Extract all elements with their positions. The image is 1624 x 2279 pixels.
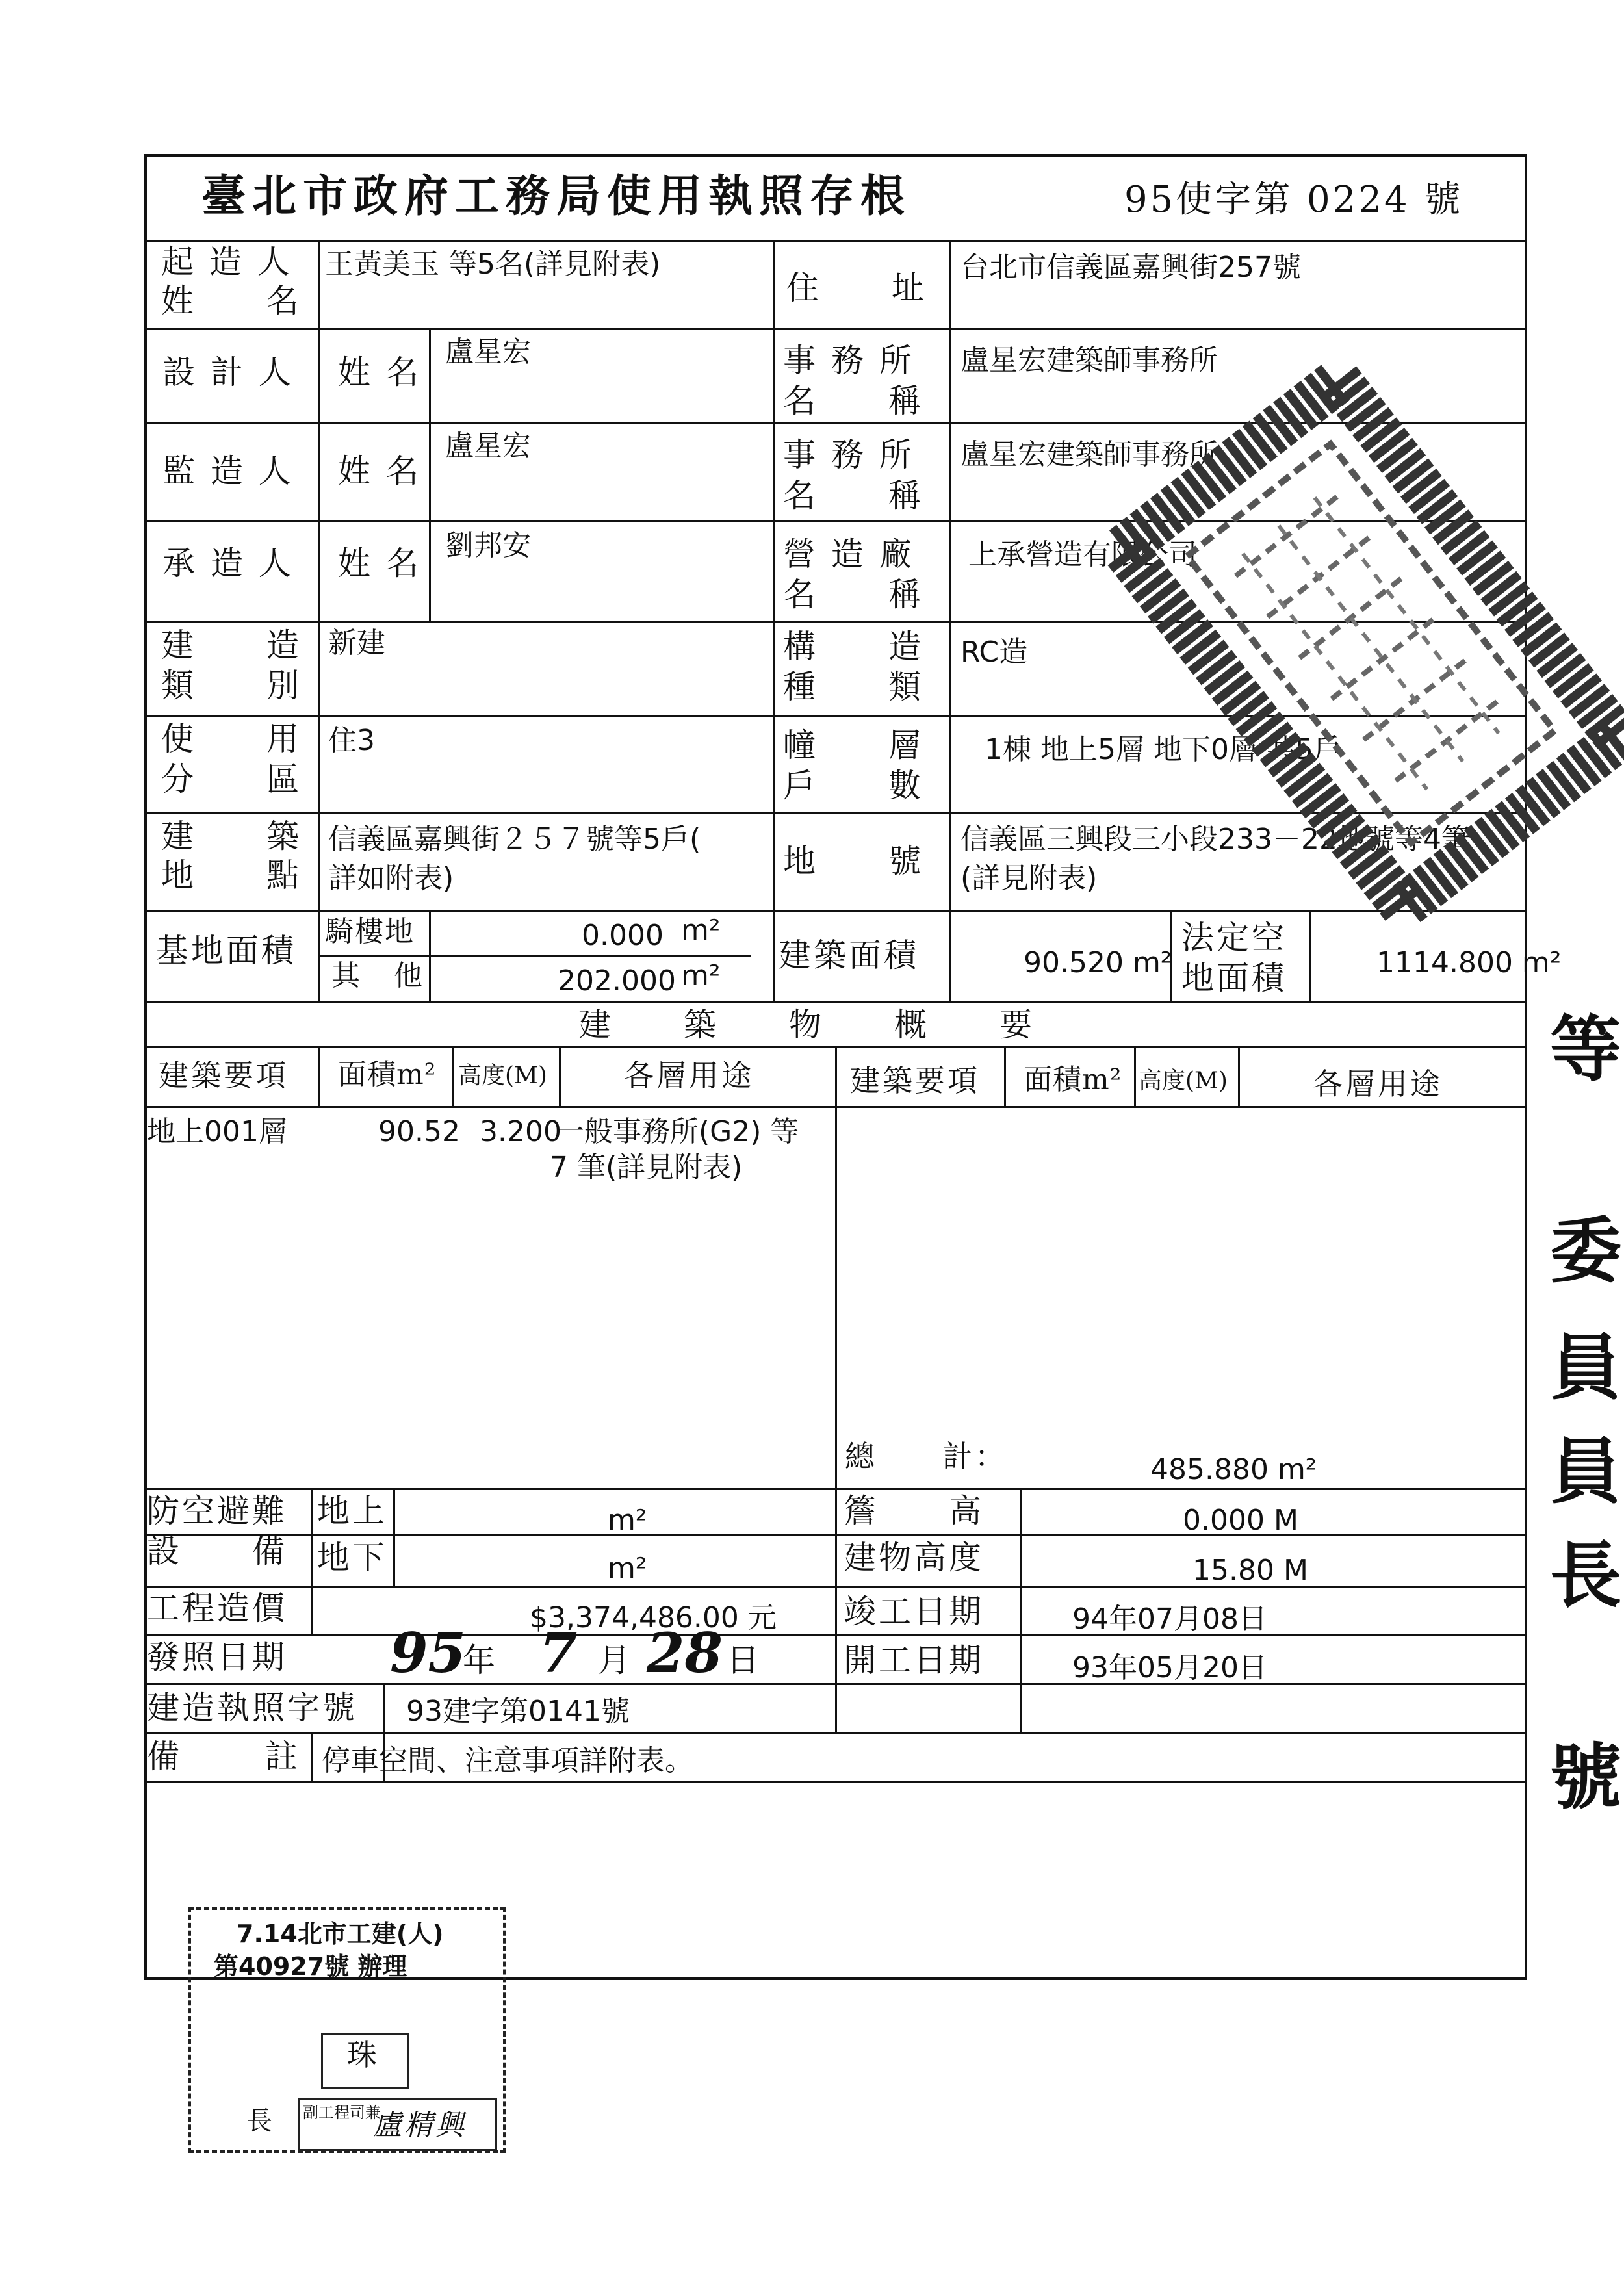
shelter-label: 防空避難 <box>147 1492 287 1530</box>
year-char: 年 <box>463 1642 498 1679</box>
issue-day-handwritten: 28 <box>647 1621 723 1685</box>
building-height-value: 15.80 M <box>1192 1554 1308 1587</box>
floor-entry-name: 地上001層 <box>147 1115 287 1148</box>
arcade-unit: m² <box>681 914 721 947</box>
divider <box>144 240 1527 242</box>
divider <box>1238 1046 1240 1106</box>
approval-stamp <box>188 1907 506 2153</box>
location-label: 地 點 <box>161 856 302 894</box>
divider <box>318 1046 320 1106</box>
permit-number-label: 建造執照字號 <box>147 1689 357 1727</box>
floor-entry-use: 一般事務所(G2) 等 <box>556 1115 799 1148</box>
lot-label: 地 號 <box>783 842 923 880</box>
stamp-line: 7.14北市工建(人) <box>237 1920 444 1948</box>
divider <box>835 1046 837 1488</box>
shelter-above-label: 地上 <box>317 1492 387 1530</box>
side-stamp-char: 員 <box>1550 1326 1624 1410</box>
permit-number: 95使字第 0224 號 <box>1124 179 1463 221</box>
issue-year-handwritten: 95 <box>390 1621 466 1685</box>
floors-value: 1棟 地上5層 地下0層 共5戶 <box>985 733 1342 766</box>
divider <box>1020 1488 1022 1732</box>
contractor-name: 劉邦安 <box>445 529 531 562</box>
start-date-value: 93年05月20日 <box>1072 1651 1267 1684</box>
overview-heading: 建 築 物 概 要 <box>578 1006 1035 1044</box>
cost-label: 工程造價 <box>147 1590 287 1627</box>
structure-label: 構 造 <box>783 628 923 665</box>
floor-entry-height: 3.200 <box>480 1115 561 1148</box>
completion-date-label: 竣工日期 <box>844 1593 984 1630</box>
eaves-label: 簷 高 <box>844 1492 984 1530</box>
stamp-line: 副工程司兼 <box>303 2104 381 2122</box>
open-space-label: 地面積 <box>1181 959 1287 997</box>
col-use-left: 各層用途 <box>624 1058 754 1093</box>
divider <box>1134 1046 1136 1106</box>
day-char: 日 <box>727 1642 762 1679</box>
col-height-right: 高度(M) <box>1139 1068 1228 1094</box>
build-type-value: 新建 <box>328 626 385 660</box>
month-char: 月 <box>598 1642 633 1679</box>
builder-name: 王黃美玉 等5名(詳見附表) <box>325 248 661 281</box>
divider <box>773 240 775 1001</box>
divider <box>429 910 431 1001</box>
build-type-label: 類 別 <box>161 667 302 704</box>
build-type-label: 建 造 <box>161 626 302 664</box>
building-height-label: 建物高度 <box>844 1539 984 1577</box>
col-item-left: 建築要項 <box>159 1058 289 1093</box>
remark-value: 停車空間、注意事項詳附表。 <box>322 1744 693 1777</box>
divider <box>144 1732 1527 1734</box>
address-value: 台北市信義區嘉興街257號 <box>960 251 1301 284</box>
remark-label: 備 <box>147 1738 182 1775</box>
cost-value: $3,374,486.00 元 <box>530 1601 777 1634</box>
divider <box>311 1732 313 1781</box>
divider <box>144 1781 1527 1783</box>
side-stamp-char: 號 <box>1550 1735 1624 1819</box>
divider <box>318 240 320 1001</box>
supervisor-office-label: 事 務 所 <box>783 436 914 474</box>
shelter-below-label: 地下 <box>317 1539 387 1577</box>
page-title: 臺北市政府工務局使用執照存根 <box>201 170 912 222</box>
use-zone-label: 使 用 <box>161 720 302 758</box>
divider <box>1004 1046 1006 1106</box>
structure-value: RC造 <box>960 636 1028 669</box>
divider <box>452 1046 454 1106</box>
site-area-label: 基地面積 <box>156 932 296 970</box>
shelter-label: 設 備 <box>147 1532 287 1570</box>
stamp-line: 第40927號 辦理 <box>214 1952 407 1981</box>
floors-label: 戶 數 <box>783 767 923 805</box>
shelter-above-unit: m² <box>608 1504 647 1537</box>
designer-name-label: 姓 名 <box>338 354 421 391</box>
divider <box>393 1488 395 1586</box>
lot-value: (詳見附表) <box>960 862 1098 895</box>
stamp-line: 長 <box>246 2106 275 2136</box>
lot-value: 信義區三興段三小段233－22地號等4筆 <box>960 823 1470 856</box>
use-zone-label: 分 區 <box>161 760 302 798</box>
location-value: 詳如附表) <box>328 862 454 895</box>
side-stamp-char: 等 <box>1550 1007 1624 1091</box>
open-space-value: 1114.800 m² <box>1376 946 1562 979</box>
issue-month-handwritten: 7 <box>539 1621 578 1685</box>
stamp-line: 盧精興 <box>373 2109 467 2142</box>
side-stamp-char: 長 <box>1550 1534 1624 1617</box>
supervisor-name: 盧星宏 <box>445 430 531 463</box>
divider <box>949 240 951 1001</box>
arcade-value: 0.000 <box>582 919 664 952</box>
other-label: 其 他 <box>331 959 425 992</box>
builder-label: 起 造 人 <box>161 243 292 281</box>
total-value: 485.880 m² <box>1150 1453 1317 1486</box>
col-item-right: 建築要項 <box>850 1063 980 1098</box>
eaves-value: 0.000 M <box>1183 1504 1298 1537</box>
designer-name: 盧星宏 <box>445 335 531 368</box>
col-area-left: 面積m² <box>338 1058 437 1091</box>
builder-label: 姓 名 <box>161 282 302 320</box>
divider <box>311 1488 313 1634</box>
designer-label: 設 計 人 <box>162 354 294 391</box>
official-seal <box>1170 312 1586 1014</box>
building-area-value: 90.520 m² <box>1024 946 1172 979</box>
contractor-office: 上承營造有限公司 <box>968 538 1197 571</box>
stamp-line: 珠 <box>347 2037 380 2072</box>
designer-office-label: 事 務 所 <box>783 342 914 380</box>
supervisor-name-label: 姓 名 <box>338 452 421 490</box>
address-label: 住 址 <box>786 269 927 307</box>
col-area-right: 面積m² <box>1024 1063 1122 1096</box>
col-height-left: 高度(M) <box>458 1062 547 1089</box>
total-label: 總 計： <box>845 1439 1007 1474</box>
designer-office: 盧星宏建築師事務所 <box>960 344 1218 377</box>
contractor-office-label: 營 造 廠 <box>783 535 914 573</box>
contractor-office-label: 名 稱 <box>783 576 923 613</box>
start-date-label: 開工日期 <box>844 1642 984 1679</box>
divider <box>559 1046 561 1106</box>
completion-date-value: 94年07月08日 <box>1072 1603 1267 1636</box>
supervisor-office: 盧星宏建築師事務所 <box>960 438 1218 471</box>
contractor-name-label: 姓 名 <box>338 545 421 582</box>
issue-date-label: 發照日期 <box>147 1638 287 1676</box>
supervisor-office-label: 名 稱 <box>783 477 923 515</box>
contractor-label: 承 造 人 <box>162 545 294 582</box>
divider <box>318 955 751 957</box>
location-label: 建 築 <box>161 818 302 855</box>
floor-entry-area: 90.52 <box>378 1115 460 1148</box>
remark-label: 註 <box>265 1738 300 1775</box>
divider <box>429 328 431 621</box>
other-value: 202.000 <box>558 964 676 998</box>
arcade-label: 騎樓地 <box>325 915 415 948</box>
side-stamp-char: 員 <box>1550 1430 1624 1513</box>
structure-label: 種 類 <box>783 668 923 706</box>
designer-office-label: 名 稱 <box>783 382 923 420</box>
open-space-label: 法定空 <box>1181 919 1287 957</box>
side-stamp-char: 委 <box>1550 1209 1624 1293</box>
location-value: 信義區嘉興街２５７號等5戶( <box>328 823 701 856</box>
floors-label: 幢 層 <box>783 727 923 764</box>
permit-number-value: 93建字第0141號 <box>406 1695 630 1728</box>
floor-entry-use: 7 筆(詳見附表) <box>550 1151 743 1184</box>
use-zone-value: 住3 <box>328 724 375 757</box>
building-area-label: 建築面積 <box>779 936 919 974</box>
supervisor-label: 監 造 人 <box>162 452 294 490</box>
other-unit: m² <box>681 959 721 992</box>
col-use-right: 各層用途 <box>1313 1066 1443 1101</box>
divider <box>835 1488 837 1732</box>
shelter-below-unit: m² <box>608 1552 647 1585</box>
